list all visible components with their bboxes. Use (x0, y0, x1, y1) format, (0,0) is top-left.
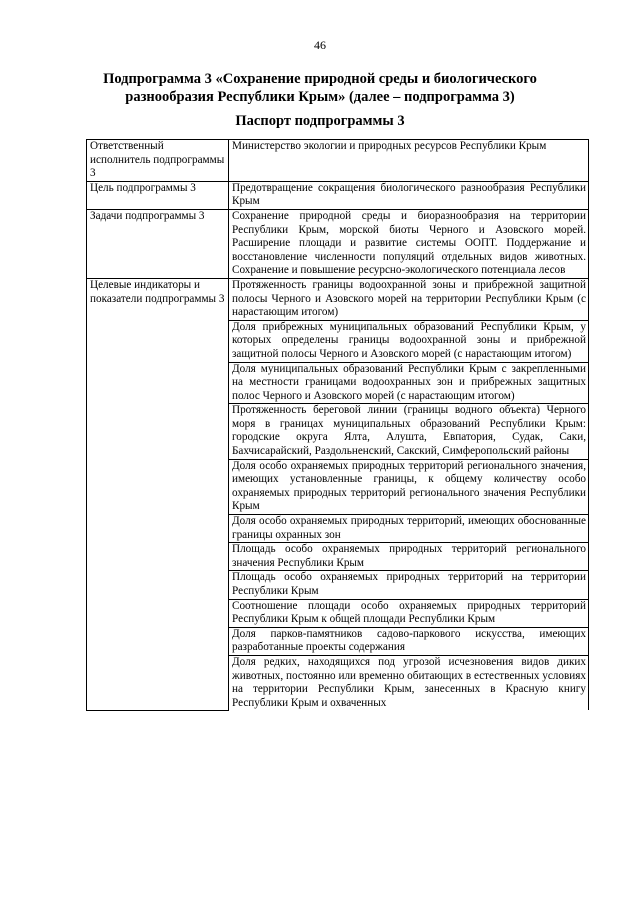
indicators-label: Целевые индикаторы и показатели подпрограммы 3 (87, 278, 229, 710)
passport-table (86, 139, 589, 711)
indicator-item: Площадь особо охраняемых природных территорий на территории Республики Крым (229, 571, 589, 599)
table-row (87, 278, 589, 320)
table-row (87, 209, 589, 278)
indicator-item: Доля особо охраняемых природных территорий, имеющих обоснованные границы охранных зон (229, 515, 589, 543)
indicator-item: Доля прибрежных муниципальных образований Республики Крым, у которых определены границы водоохранной зоны и прибрежной защитной полосы Черного и Азовского морей (с нарастающим итогом) (229, 320, 589, 362)
indicator-item: Доля парков-памятников садово-паркового искусства, имеющих разработанные проекты содержания (229, 627, 589, 655)
goal-label: Цель подпрограммы 3 (87, 181, 229, 209)
passport-title: Паспорт подпрограммы 3 (235, 113, 405, 129)
tasks-value: Сохранение природной среды и биоразнообразия на территории Республики Крым, морской биоты Черного и Азовского морей. Расширение площади и развитие системы ООПТ. Поддержание и восстановление численности популяций отдельных видов животных. Сохранение и повышение ресурсно-экологического потенциала лесов (229, 209, 589, 278)
responsible-value: Министерство экологии и природных ресурсов Республики Крым (229, 140, 589, 182)
indicator-item: Доля муниципальных образований Республики Крым с закрепленными на местности границами водоохранных зон и прибрежных защитных полос Черного и Азовского морей (с нарастающим итогом) (229, 362, 589, 404)
indicator-item: Соотношение площади особо охраняемых природных территорий Республики Крым к общей площади Республики Крым (229, 599, 589, 627)
table-row (87, 181, 589, 209)
table-row (87, 140, 589, 182)
subprogram-heading: Подпрограмма 3 «Сохранение природной среды и биологического разнообразия Республики Крым» (далее – подпрограмма 3) (103, 71, 537, 105)
indicator-item: Протяженность границы водоохранной зоны и прибрежной защитной полосы Черного и Азовского морей на территории Республики Крым (с нарастающим итогом) (229, 278, 589, 320)
goal-value: Предотвращение сокращения биологического разнообразия Республики Крым (229, 181, 589, 209)
tasks-label: Задачи подпрограммы 3 (87, 209, 229, 278)
page-number: 46 (314, 38, 326, 52)
responsible-label: Ответственный исполнитель подпрограммы 3 (87, 140, 229, 182)
indicator-item: Протяженность береговой линии (границы водного объекта) Черного моря в границах муниципальных образований Республики Крым: городские округа Ялта, Алушта, Евпатория, Судак, Саки, Бахчисарайский, Раздольненский, Сакский, Симферопольский районы (229, 404, 589, 459)
indicator-item: Доля особо охраняемых природных территорий регионального значения, имеющих установленные границы, к общему количеству особо охраняемых природных территорий регионального значения Республики Крым (229, 459, 589, 514)
indicator-item: Доля редких, находящихся под угрозой исчезновения видов диких животных, постоянно или временно обитающих в естественных условиях на территории Республики Крым, занесенных в Красную книгу Республики Крым и охваченных (229, 655, 589, 710)
indicator-item: Площадь особо охраняемых природных территорий регионального значения Республики Крым (229, 543, 589, 571)
